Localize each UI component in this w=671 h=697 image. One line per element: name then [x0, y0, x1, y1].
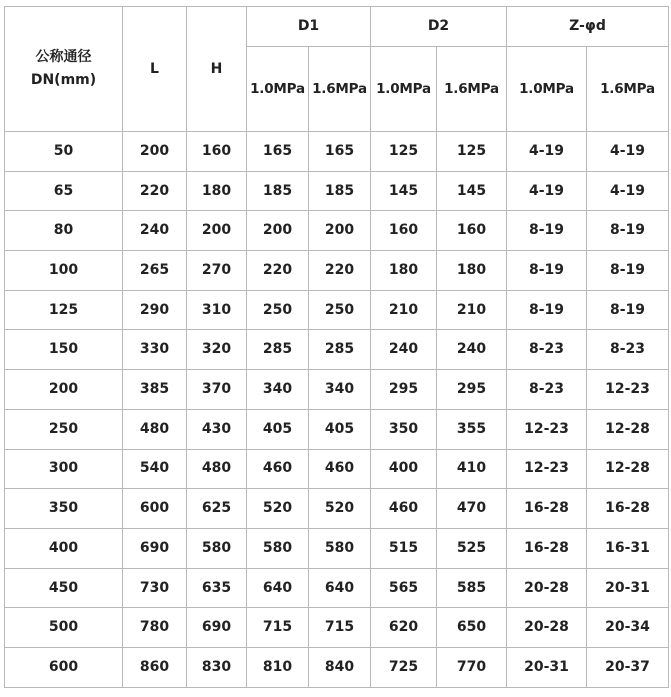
cell-d2-1-6mpa: 210: [437, 290, 507, 330]
table-row: [5, 409, 669, 449]
table-row: [5, 211, 669, 251]
cell-d2-1-6mpa: 125: [437, 132, 507, 172]
table-row: [5, 290, 669, 330]
cell-z-1-0mpa: 4-19: [507, 132, 587, 172]
cell-l: 385: [123, 370, 187, 410]
table-row: [5, 568, 669, 608]
cell-d1-1-6mpa: 460: [309, 449, 371, 489]
cell-d2-1-0mpa: 515: [371, 528, 437, 568]
cell-dn: 200: [5, 370, 123, 410]
cell-d2-1-6mpa: 240: [437, 330, 507, 370]
cell-z-1-6mpa: 12-23: [587, 370, 669, 410]
cell-z-1-6mpa: 16-31: [587, 528, 669, 568]
cell-d1-1-0mpa: 460: [247, 449, 309, 489]
cell-l: 290: [123, 290, 187, 330]
table-row: [5, 251, 669, 291]
cell-l: 265: [123, 251, 187, 291]
cell-h: 310: [187, 290, 247, 330]
cell-d1-1-0mpa: 520: [247, 489, 309, 529]
cell-dn: 400: [5, 528, 123, 568]
cell-d1-1-0mpa: 250: [247, 290, 309, 330]
header-z-phi-d: Z-φd: [507, 7, 669, 47]
cell-z-1-0mpa: 8-19: [507, 290, 587, 330]
cell-d1-1-6mpa: 165: [309, 132, 371, 172]
cell-d1-1-6mpa: 580: [309, 528, 371, 568]
cell-dn: 350: [5, 489, 123, 529]
cell-l: 730: [123, 568, 187, 608]
table-header: [5, 7, 669, 132]
cell-d1-1-6mpa: 220: [309, 251, 371, 291]
header-d2-1-0mpa: 1.0MPa: [371, 47, 437, 132]
cell-dn: 100: [5, 251, 123, 291]
cell-z-1-0mpa: 20-31: [507, 647, 587, 687]
table-row: [5, 370, 669, 410]
cell-d1-1-0mpa: 185: [247, 171, 309, 211]
cell-d2-1-6mpa: 585: [437, 568, 507, 608]
cell-d2-1-0mpa: 295: [371, 370, 437, 410]
cell-dn: 65: [5, 171, 123, 211]
cell-d2-1-6mpa: 410: [437, 449, 507, 489]
cell-d2-1-6mpa: 145: [437, 171, 507, 211]
cell-z-1-0mpa: 8-19: [507, 251, 587, 291]
cell-l: 600: [123, 489, 187, 529]
header-dn-label-cn: 公称通径: [35, 49, 92, 66]
cell-d1-1-0mpa: 405: [247, 409, 309, 449]
cell-l: 780: [123, 608, 187, 648]
cell-d1-1-0mpa: 810: [247, 647, 309, 687]
cell-d2-1-0mpa: 210: [371, 290, 437, 330]
cell-h: 635: [187, 568, 247, 608]
cell-l: 240: [123, 211, 187, 251]
cell-l: 690: [123, 528, 187, 568]
cell-d1-1-6mpa: 520: [309, 489, 371, 529]
cell-d2-1-6mpa: 355: [437, 409, 507, 449]
cell-dn: 150: [5, 330, 123, 370]
valve-dimension-table: [4, 6, 669, 688]
cell-d1-1-6mpa: 340: [309, 370, 371, 410]
cell-z-1-0mpa: 16-28: [507, 528, 587, 568]
cell-h: 625: [187, 489, 247, 529]
cell-z-1-0mpa: 8-23: [507, 330, 587, 370]
table-row: [5, 528, 669, 568]
table-row: [5, 449, 669, 489]
cell-z-1-6mpa: 8-19: [587, 211, 669, 251]
cell-d1-1-6mpa: 640: [309, 568, 371, 608]
cell-d1-1-6mpa: 840: [309, 647, 371, 687]
cell-h: 830: [187, 647, 247, 687]
cell-d2-1-0mpa: 180: [371, 251, 437, 291]
header-d2: D2: [371, 7, 507, 47]
cell-d2-1-6mpa: 770: [437, 647, 507, 687]
cell-d1-1-0mpa: 200: [247, 211, 309, 251]
cell-d1-1-0mpa: 340: [247, 370, 309, 410]
cell-dn: 300: [5, 449, 123, 489]
cell-dn: 450: [5, 568, 123, 608]
header-z-1-6mpa: 1.6MPa: [587, 47, 669, 132]
header-d1-1-0mpa: 1.0MPa: [247, 47, 309, 132]
cell-z-1-6mpa: 12-28: [587, 409, 669, 449]
cell-d2-1-6mpa: 650: [437, 608, 507, 648]
cell-d2-1-0mpa: 160: [371, 211, 437, 251]
cell-h: 270: [187, 251, 247, 291]
cell-d1-1-6mpa: 185: [309, 171, 371, 211]
cell-z-1-6mpa: 20-37: [587, 647, 669, 687]
cell-h: 580: [187, 528, 247, 568]
cell-z-1-6mpa: 12-28: [587, 449, 669, 489]
cell-l: 540: [123, 449, 187, 489]
spec-table-container: [4, 6, 669, 688]
cell-z-1-0mpa: 8-19: [507, 211, 587, 251]
cell-dn: 600: [5, 647, 123, 687]
cell-z-1-6mpa: 16-28: [587, 489, 669, 529]
cell-d1-1-0mpa: 640: [247, 568, 309, 608]
cell-d2-1-0mpa: 725: [371, 647, 437, 687]
table-row: [5, 330, 669, 370]
cell-d1-1-6mpa: 250: [309, 290, 371, 330]
cell-z-1-6mpa: 8-19: [587, 251, 669, 291]
header-h: H: [187, 7, 247, 132]
header-l: L: [123, 7, 187, 132]
cell-h: 430: [187, 409, 247, 449]
cell-d2-1-6mpa: 180: [437, 251, 507, 291]
cell-l: 480: [123, 409, 187, 449]
cell-dn: 250: [5, 409, 123, 449]
header-d2-1-6mpa: 1.6MPa: [437, 47, 507, 132]
cell-d2-1-0mpa: 620: [371, 608, 437, 648]
cell-z-1-0mpa: 12-23: [507, 409, 587, 449]
header-d1-1-6mpa: 1.6MPa: [309, 47, 371, 132]
cell-dn: 80: [5, 211, 123, 251]
cell-z-1-0mpa: 16-28: [507, 489, 587, 529]
cell-d1-1-0mpa: 285: [247, 330, 309, 370]
cell-h: 320: [187, 330, 247, 370]
cell-d2-1-6mpa: 160: [437, 211, 507, 251]
cell-d2-1-0mpa: 125: [371, 132, 437, 172]
header-d1: D1: [247, 7, 371, 47]
cell-h: 160: [187, 132, 247, 172]
cell-z-1-6mpa: 20-31: [587, 568, 669, 608]
cell-l: 330: [123, 330, 187, 370]
cell-z-1-6mpa: 20-34: [587, 608, 669, 648]
cell-l: 220: [123, 171, 187, 211]
cell-z-1-6mpa: 4-19: [587, 171, 669, 211]
cell-dn: 50: [5, 132, 123, 172]
cell-z-1-6mpa: 4-19: [587, 132, 669, 172]
table-row: [5, 647, 669, 687]
cell-d1-1-0mpa: 165: [247, 132, 309, 172]
cell-d1-1-0mpa: 220: [247, 251, 309, 291]
cell-d1-1-6mpa: 405: [309, 409, 371, 449]
cell-z-1-0mpa: 4-19: [507, 171, 587, 211]
cell-z-1-0mpa: 20-28: [507, 608, 587, 648]
cell-d2-1-0mpa: 400: [371, 449, 437, 489]
cell-d1-1-6mpa: 200: [309, 211, 371, 251]
header-row-1: [5, 7, 669, 47]
table-row: [5, 608, 669, 648]
cell-z-1-0mpa: 12-23: [507, 449, 587, 489]
cell-d1-1-6mpa: 285: [309, 330, 371, 370]
cell-d2-1-6mpa: 470: [437, 489, 507, 529]
cell-d2-1-0mpa: 145: [371, 171, 437, 211]
cell-d2-1-0mpa: 240: [371, 330, 437, 370]
cell-d2-1-0mpa: 350: [371, 409, 437, 449]
header-nominal-diameter: [5, 7, 123, 132]
cell-z-1-0mpa: 20-28: [507, 568, 587, 608]
cell-d1-1-6mpa: 715: [309, 608, 371, 648]
cell-h: 690: [187, 608, 247, 648]
cell-h: 370: [187, 370, 247, 410]
cell-h: 480: [187, 449, 247, 489]
cell-h: 180: [187, 171, 247, 211]
cell-l: 200: [123, 132, 187, 172]
cell-z-1-0mpa: 8-23: [507, 370, 587, 410]
cell-d2-1-0mpa: 565: [371, 568, 437, 608]
header-z-1-0mpa: 1.0MPa: [507, 47, 587, 132]
table-row: [5, 171, 669, 211]
cell-dn: 500: [5, 608, 123, 648]
table-body: [5, 132, 669, 688]
cell-d2-1-6mpa: 525: [437, 528, 507, 568]
cell-dn: 125: [5, 290, 123, 330]
cell-d1-1-0mpa: 580: [247, 528, 309, 568]
cell-z-1-6mpa: 8-23: [587, 330, 669, 370]
header-dn-label-unit: DN(mm): [30, 72, 97, 88]
cell-d2-1-6mpa: 295: [437, 370, 507, 410]
cell-z-1-6mpa: 8-19: [587, 290, 669, 330]
cell-h: 200: [187, 211, 247, 251]
cell-d1-1-0mpa: 715: [247, 608, 309, 648]
cell-d2-1-0mpa: 460: [371, 489, 437, 529]
cell-l: 860: [123, 647, 187, 687]
table-row: [5, 489, 669, 529]
table-row: [5, 132, 669, 172]
